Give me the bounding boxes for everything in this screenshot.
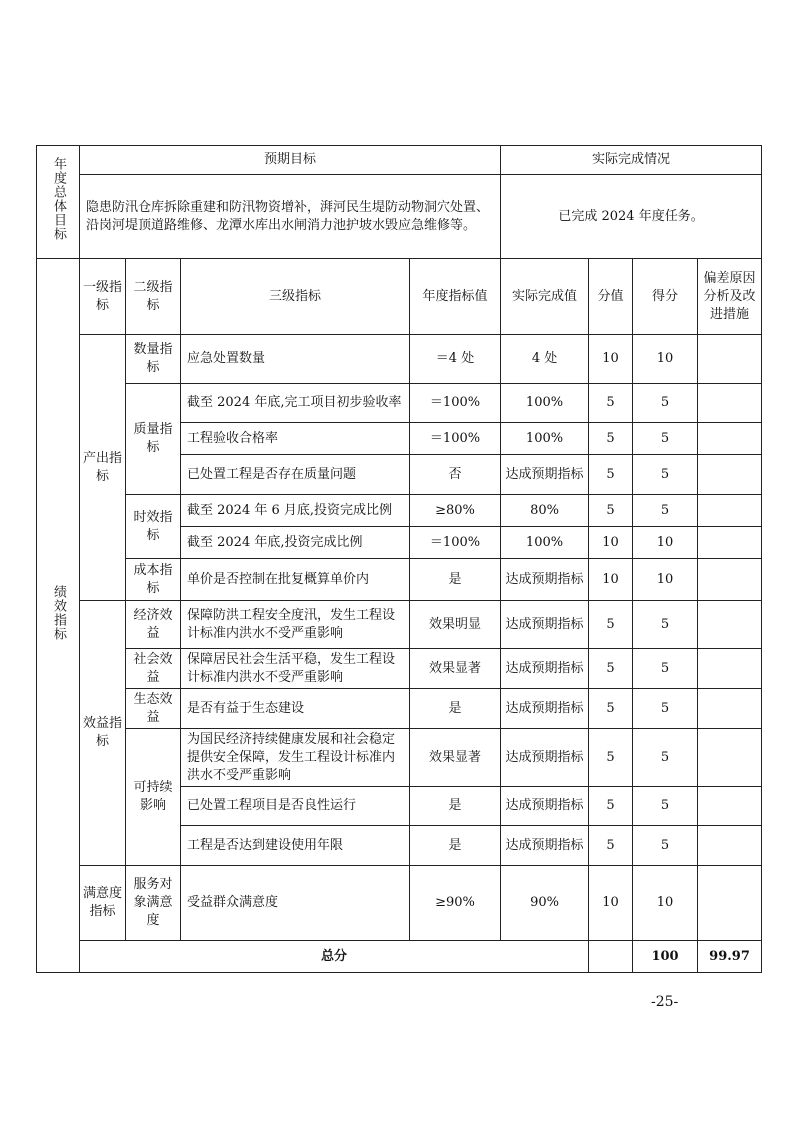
group-output: 产出指标 (80, 335, 126, 601)
total-score: 100 (633, 941, 698, 973)
sub-quality: 质量指标 (126, 384, 181, 495)
row-score: 5 (589, 601, 633, 649)
actual-text: 已完成 2024 年度任务。 (501, 175, 762, 259)
row-name: 为国民经济持续健康发展和社会稳定提供安全保障，发生工程设计标准内洪水不受严重影响 (181, 729, 410, 787)
sub-service: 服务对象满意度 (126, 866, 181, 941)
row-actual: 达成预期指标 (501, 787, 589, 826)
col-actual-header: 实际完成情况 (501, 146, 762, 175)
sub-timeliness: 时效指标 (126, 495, 181, 559)
row-got: 10 (633, 866, 698, 941)
row-got: 5 (633, 423, 698, 455)
row-name: 截至 2024 年底,完工项目初步验收率 (181, 384, 410, 423)
row-deviation (698, 384, 762, 423)
header-deviation: 偏差原因分析及改进措施 (698, 259, 762, 335)
row-actual: 100% (501, 527, 589, 559)
row-actual: 100% (501, 423, 589, 455)
row-deviation (698, 423, 762, 455)
row-annual: 效果明显 (410, 601, 501, 649)
row-annual: ＝100% (410, 527, 501, 559)
row-score: 10 (589, 527, 633, 559)
row-deviation (698, 559, 762, 601)
row-score: 5 (589, 384, 633, 423)
row-deviation (698, 495, 762, 527)
header-level1: 一级指标 (80, 259, 126, 335)
row-annual: 是 (410, 689, 501, 729)
header-score: 分值 (589, 259, 633, 335)
row-name: 工程验收合格率 (181, 423, 410, 455)
row-name: 工程是否达到建设使用年限 (181, 826, 410, 866)
row-got: 10 (633, 335, 698, 384)
row-name: 是否有益于生态建设 (181, 689, 410, 729)
row-actual: 达成预期指标 (501, 729, 589, 787)
row-got: 5 (633, 455, 698, 495)
row-name: 已处置工程是否存在质量问题 (181, 455, 410, 495)
row-annual: ＝100% (410, 423, 501, 455)
row-annual: 是 (410, 559, 501, 601)
row-actual: 达成预期指标 (501, 649, 589, 689)
row-score: 5 (589, 495, 633, 527)
row-score: 10 (589, 866, 633, 941)
row-got: 5 (633, 729, 698, 787)
row-name: 截至 2024 年底,投资完成比例 (181, 527, 410, 559)
group-satisfaction: 满意度指标 (80, 866, 126, 941)
row-actual: 达成预期指标 (501, 455, 589, 495)
row-annual: 是 (410, 787, 501, 826)
header-level3: 三级指标 (181, 259, 410, 335)
row-score: 5 (589, 423, 633, 455)
row-annual: 是 (410, 826, 501, 866)
row-deviation (698, 335, 762, 384)
row-score: 5 (589, 455, 633, 495)
row-annual: ＝4 处 (410, 335, 501, 384)
row-got: 10 (633, 559, 698, 601)
performance-table (36, 145, 762, 973)
row-annual: 否 (410, 455, 501, 495)
row-annual: ≥90% (410, 866, 501, 941)
row-got: 5 (633, 787, 698, 826)
sub-sustainable: 可持续影响 (126, 729, 181, 866)
row-got: 5 (633, 384, 698, 423)
row-score: 5 (589, 689, 633, 729)
sub-quantity: 数量指标 (126, 335, 181, 384)
row-name: 已处置工程项目是否良性运行 (181, 787, 410, 826)
row-annual: ＝100% (410, 384, 501, 423)
row-actual: 达成预期指标 (501, 689, 589, 729)
row-actual: 达成预期指标 (501, 559, 589, 601)
row-name: 截至 2024 年 6 月底,投资完成比例 (181, 495, 410, 527)
header-actual: 实际完成值 (501, 259, 589, 335)
row-score: 5 (589, 729, 633, 787)
total-label: 总分 (80, 941, 589, 973)
row-annual: ≥80% (410, 495, 501, 527)
row-got: 5 (633, 826, 698, 866)
expected-text: 隐患防汛仓库拆除重建和防汛物资增补，湃河民生堤防动物洞穴处置、沿岗河堤顶道路维修、龙潭水库出水闸消力池护坡水毁应急维修等。 (80, 175, 501, 259)
row-score: 10 (589, 559, 633, 601)
row-deviation (698, 689, 762, 729)
row-got: 5 (633, 601, 698, 649)
row-score: 5 (589, 649, 633, 689)
overall-label: 年度总体目标 (37, 146, 80, 259)
sub-cost: 成本指标 (126, 559, 181, 601)
row-annual: 效果显著 (410, 649, 501, 689)
header-annual: 年度指标值 (410, 259, 501, 335)
row-deviation (698, 649, 762, 689)
header-got: 得分 (633, 259, 698, 335)
group-benefit: 效益指标 (80, 601, 126, 866)
page-number: -25- (651, 994, 679, 1010)
row-deviation (698, 455, 762, 495)
row-deviation (698, 826, 762, 866)
row-name: 保障居民社会生活平稳，发生工程设计标准内洪水不受严重影响 (181, 649, 410, 689)
row-score: 5 (589, 787, 633, 826)
row-actual: 4 处 (501, 335, 589, 384)
row-name: 应急处置数量 (181, 335, 410, 384)
row-got: 5 (633, 649, 698, 689)
row-actual: 100% (501, 384, 589, 423)
total-actual (589, 941, 633, 973)
row-deviation (698, 866, 762, 941)
row-deviation (698, 729, 762, 787)
row-actual: 达成预期指标 (501, 601, 589, 649)
row-actual: 80% (501, 495, 589, 527)
row-score: 5 (589, 826, 633, 866)
row-name: 保障防洪工程安全度汛，发生工程设计标准内洪水不受严重影响 (181, 601, 410, 649)
row-deviation (698, 787, 762, 826)
total-got: 99.97 (698, 941, 762, 973)
perf-label: 绩效指标 (37, 259, 80, 973)
row-got: 10 (633, 527, 698, 559)
row-annual: 效果显著 (410, 729, 501, 787)
row-score: 10 (589, 335, 633, 384)
sub-economic: 经济效益 (126, 601, 181, 649)
row-got: 5 (633, 689, 698, 729)
header-level2: 二级指标 (126, 259, 181, 335)
row-deviation (698, 527, 762, 559)
row-actual: 达成预期指标 (501, 826, 589, 866)
sub-social: 社会效益 (126, 649, 181, 689)
row-got: 5 (633, 495, 698, 527)
row-actual: 90% (501, 866, 589, 941)
row-name: 单价是否控制在批复概算单价内 (181, 559, 410, 601)
sub-ecological: 生态效益 (126, 689, 181, 729)
row-name: 受益群众满意度 (181, 866, 410, 941)
col-expected-header: 预期目标 (80, 146, 501, 175)
row-deviation (698, 601, 762, 649)
